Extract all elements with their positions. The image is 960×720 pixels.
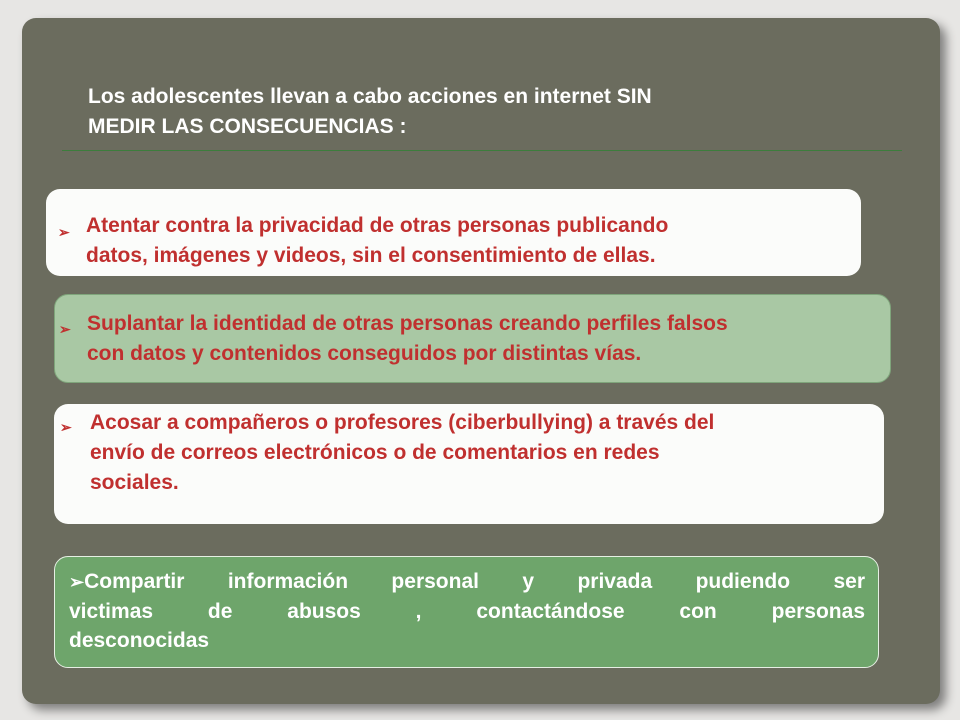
slide-title-line-2: MEDIR LAS CONSECUENCIAS :: [88, 115, 407, 138]
item-identity: [54, 294, 891, 383]
arrow-bullet-icon: ➢: [69, 572, 85, 592]
item-line: datos, imágenes y videos, sin el consentimiento de ellas.: [86, 244, 656, 267]
item-line: victimas de abusos , contactándose con personas: [69, 600, 865, 623]
slide-title: [88, 82, 868, 142]
item-privacy: [46, 189, 861, 276]
item-line: con datos y contenidos conseguidos por distintas vías.: [87, 342, 642, 365]
item-line: Compartir información personal y privada pudiendo ser: [84, 570, 865, 593]
item-line: Acosar a compañeros o profesores (ciberbullying) a través del: [90, 411, 715, 434]
item-text: [86, 211, 668, 271]
item-harassment: [54, 404, 884, 524]
item-text: [69, 567, 865, 655]
item-sharing: [54, 556, 879, 668]
item-text: [87, 309, 728, 369]
slide-title-line-1: Los adolescentes llevan a cabo acciones en internet SIN: [88, 85, 652, 108]
item-line-first: [69, 567, 865, 597]
item-line: sociales.: [90, 471, 179, 494]
item-line: envío de correos electrónicos o de comentarios en redes: [90, 441, 660, 464]
arrow-bullet-icon: ➢: [58, 224, 70, 240]
item-line: Atentar contra la privacidad de otras personas publicando: [86, 214, 669, 237]
item-text: [90, 408, 714, 498]
arrow-bullet-icon: ➢: [59, 321, 71, 337]
item-line: desconocidas: [69, 629, 210, 652]
item-line: Suplantar la identidad de otras personas creando perfiles falsos: [87, 312, 728, 335]
arrow-bullet-icon: ➢: [60, 419, 72, 435]
title-divider: [62, 150, 902, 151]
